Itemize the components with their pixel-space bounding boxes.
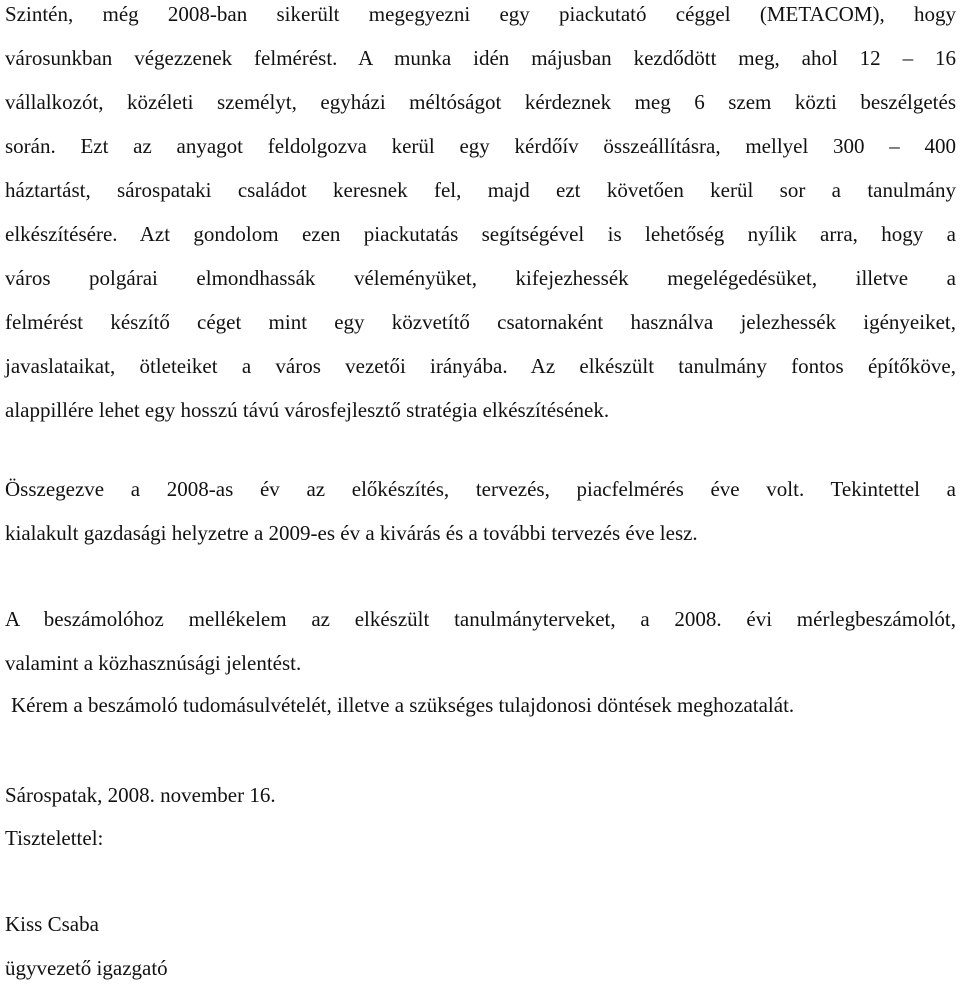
text-line: háztartást, sárospataki családot keresnek fel, majd ezt követően kerül sor a tanulmány xyxy=(5,178,956,202)
text-line: alappillére lehet egy hosszú távú városfejlesztő stratégia elkészítésének. xyxy=(5,398,610,422)
signer-name: Kiss Csaba xyxy=(5,912,99,936)
text-line: során. Ezt az anyagot feldolgozva kerül egy kérdőív összeállításra, mellyel 300 – 400 xyxy=(5,134,956,158)
paragraph-summary xyxy=(5,467,956,555)
text-line: Szintén, még 2008-ban sikerült megegyezni egy piackutató céggel (METACOM), hogy xyxy=(5,2,956,26)
signer-title: ügyvezető igazgató xyxy=(5,956,168,980)
text-line: elkészítésére. Azt gondolom ezen piackutatás segítségével is lehetőség nyílik arra, hogy a xyxy=(5,222,956,246)
text-line: valamint a közhasznúsági jelentést. xyxy=(5,651,302,675)
text-line: város polgárai elmondhassák véleményüket, kifejezhessék megelégedésüket, illetve a xyxy=(5,266,956,290)
paragraph-attachments xyxy=(5,597,956,685)
text-line: felmérést készítő céget mint egy közvetítő csatornaként használva jelezhessék igényeiket, xyxy=(5,310,956,334)
text-line: Kérem a beszámoló tudomásulvételét, illetve a szükséges tulajdonosi döntések meghozatalát. xyxy=(11,693,795,717)
text-line: Összegezve a 2008-as év az előkészítés, tervezés, piacfelmérés éve volt. Tekintettel a xyxy=(5,477,956,501)
text-line: kialakult gazdasági helyzetre a 2009-es év a kivárás és a további tervezés éve lesz. xyxy=(5,521,698,545)
greeting: Tisztelettel: xyxy=(5,826,104,850)
paragraph-survey xyxy=(5,0,956,432)
text-line: javaslataikat, ötleteiket a város vezetői irányába. Az elkészült tanulmány fontos építőköve, xyxy=(5,354,956,378)
text-line: A beszámolóhoz mellékelem az elkészült tanulmányterveket, a 2008. évi mérlegbeszámolót, xyxy=(5,607,956,631)
text-line: vállalkozót, közéleti személyt, egyházi méltóságot kérdeznek meg 6 szem közti beszélgetés xyxy=(5,90,956,114)
text-line: városunkban végezzenek felmérést. A munka idén májusban kezdődött meg, ahol 12 – 16 xyxy=(5,46,956,70)
place-date: Sárospatak, 2008. november 16. xyxy=(5,783,276,807)
paragraph-request xyxy=(11,683,956,727)
